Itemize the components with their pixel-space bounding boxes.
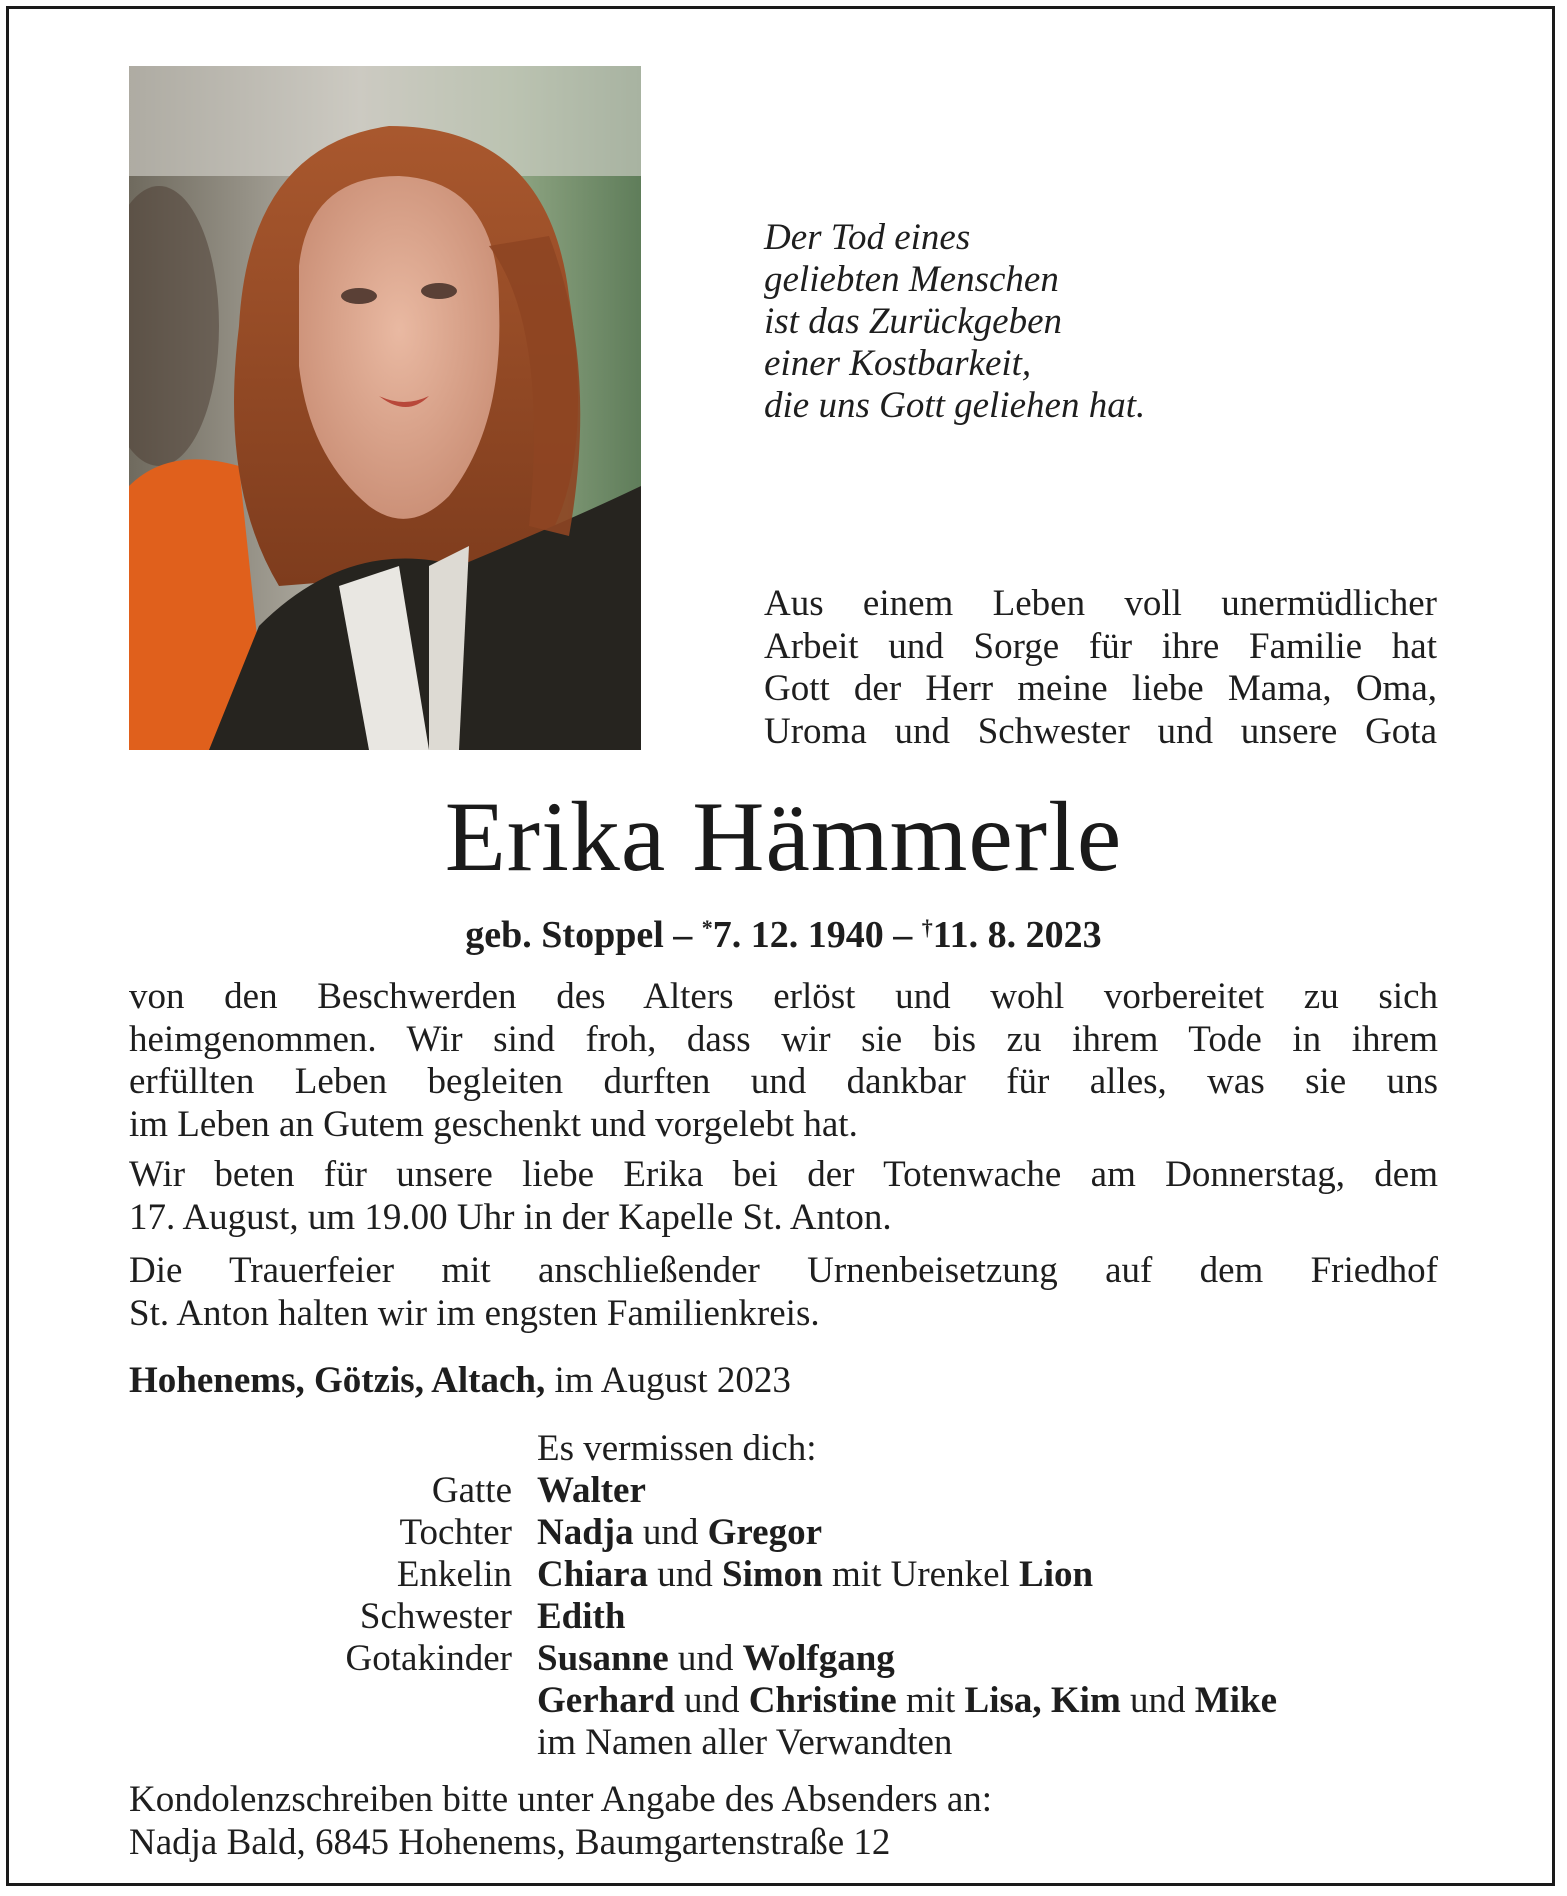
relation-label: Gotakinder bbox=[345, 1638, 512, 1679]
condolence-recipient: Nadja Bald, 6845 Hohenems, Baumgartenstraße 12 bbox=[129, 1822, 891, 1863]
quote-line: Der Tod eines bbox=[764, 217, 971, 258]
paragraph-announcement bbox=[129, 976, 1438, 1146]
death-symbol: † bbox=[921, 915, 933, 940]
quote-line: geliebten Menschen bbox=[764, 259, 1059, 300]
mourner-row bbox=[129, 1554, 1479, 1596]
paragraph-line: Wir beten für unsere liebe Erika bei der Totenwache am Donnerstag, dem bbox=[129, 1154, 1438, 1195]
mourners-closing: im Namen aller Verwandten bbox=[537, 1722, 953, 1763]
paragraph-wake bbox=[129, 1154, 1438, 1239]
dash: – bbox=[893, 914, 913, 956]
mourner-name: Lisa, Kim bbox=[964, 1680, 1121, 1721]
connector: und bbox=[657, 1554, 713, 1595]
mourner-name: Gerhard bbox=[537, 1680, 675, 1721]
memorial-quote bbox=[764, 217, 1484, 427]
relation-label: Tochter bbox=[399, 1512, 512, 1553]
mourner-name: Lion bbox=[1019, 1554, 1094, 1595]
connector: und bbox=[677, 1638, 734, 1679]
mourner-name: Edith bbox=[537, 1596, 626, 1637]
towns: Hohenems, Götzis, Altach, bbox=[129, 1360, 546, 1401]
mourner-name: Christine bbox=[748, 1680, 897, 1721]
mourner-row bbox=[129, 1596, 1479, 1638]
connector: mit Urenkel bbox=[832, 1554, 1010, 1595]
mourners-list bbox=[129, 1428, 1479, 1764]
paragraph-line: von den Beschwerden des Alters erlöst und wohl vorbereitet zu sich bbox=[129, 976, 1438, 1017]
mourner-name: Gregor bbox=[707, 1512, 823, 1553]
mourner-row bbox=[129, 1680, 1479, 1722]
mourner-name: Nadja bbox=[537, 1512, 634, 1553]
mourner-name: Mike bbox=[1194, 1680, 1277, 1721]
relation-label: Schwester bbox=[359, 1596, 512, 1637]
intro-line: Arbeit und Sorge für ihre Familie hat bbox=[764, 625, 1437, 667]
month-year: im August 2023 bbox=[554, 1360, 791, 1401]
mourner-name: Wolfgang bbox=[742, 1638, 895, 1679]
place-and-date bbox=[129, 1360, 791, 1402]
connector: und bbox=[1130, 1680, 1186, 1721]
mourner-name: Walter bbox=[537, 1470, 646, 1511]
paragraph-line: Die Trauerfeier mit anschließender Urnenbeisetzung auf dem Friedhof bbox=[129, 1250, 1438, 1291]
intro-line: Gott der Herr meine liebe Mama, Oma, bbox=[764, 668, 1437, 709]
connector: mit bbox=[905, 1680, 956, 1721]
quote-line: die uns Gott geliehen hat. bbox=[764, 385, 1146, 426]
connector: und bbox=[683, 1680, 740, 1721]
mourner-name: Susanne bbox=[537, 1638, 669, 1679]
portrait-photo bbox=[129, 66, 641, 750]
birth-date: 7. 12. 1940 bbox=[712, 914, 884, 956]
mourners-closing-row bbox=[129, 1722, 1479, 1764]
intro-text bbox=[764, 583, 1437, 753]
paragraph-line: St. Anton halten wir im engsten Familienkreis. bbox=[129, 1292, 820, 1334]
intro-line: Aus einem Leben voll unermüdlicher bbox=[764, 583, 1437, 624]
condolence-instruction: Kondolenzschreiben bitte unter Angabe des Absenders an: bbox=[129, 1779, 993, 1820]
paragraph-line: 17. August, um 19.00 Uhr in der Kapelle St. Anton. bbox=[129, 1196, 892, 1238]
intro-line: Uroma und Schwester und unsere Gota bbox=[764, 710, 1437, 752]
deceased-name: Erika Hämmerle bbox=[444, 781, 1123, 892]
paragraph-funeral bbox=[129, 1250, 1438, 1335]
mourners-heading-row bbox=[129, 1428, 1479, 1470]
mourner-name: Simon bbox=[722, 1554, 823, 1595]
paragraph-line: heimgenommen. Wir sind froh, dass wir sie bis zu ihrem Tode in ihrem bbox=[129, 1018, 1438, 1060]
paragraph-line: im Leben an Gutem geschenkt und vorgelebt hat. bbox=[129, 1103, 858, 1145]
birth-symbol: * bbox=[701, 915, 713, 940]
mourner-row bbox=[129, 1638, 1479, 1680]
life-dates bbox=[0, 906, 1567, 957]
quote-line: ist das Zurückgeben bbox=[764, 301, 1063, 342]
mourner-row bbox=[129, 1470, 1479, 1512]
dash: – bbox=[673, 914, 693, 956]
paragraph-line: erfüllten Leben begleiten durften und dankbar für alles, was sie uns bbox=[129, 1061, 1438, 1102]
connector: und bbox=[642, 1512, 699, 1553]
mourners-heading: Es vermissen dich: bbox=[537, 1428, 817, 1469]
birth-name: geb. Stoppel bbox=[465, 914, 664, 956]
death-date: 11. 8. 2023 bbox=[932, 914, 1102, 956]
condolence-address bbox=[129, 1778, 992, 1864]
relation-label: Enkelin bbox=[396, 1554, 512, 1595]
quote-line: einer Kostbarkeit, bbox=[764, 343, 1032, 384]
mourner-name: Chiara bbox=[537, 1554, 648, 1595]
relation-label: Gatte bbox=[431, 1470, 512, 1511]
mourner-row bbox=[129, 1512, 1479, 1554]
